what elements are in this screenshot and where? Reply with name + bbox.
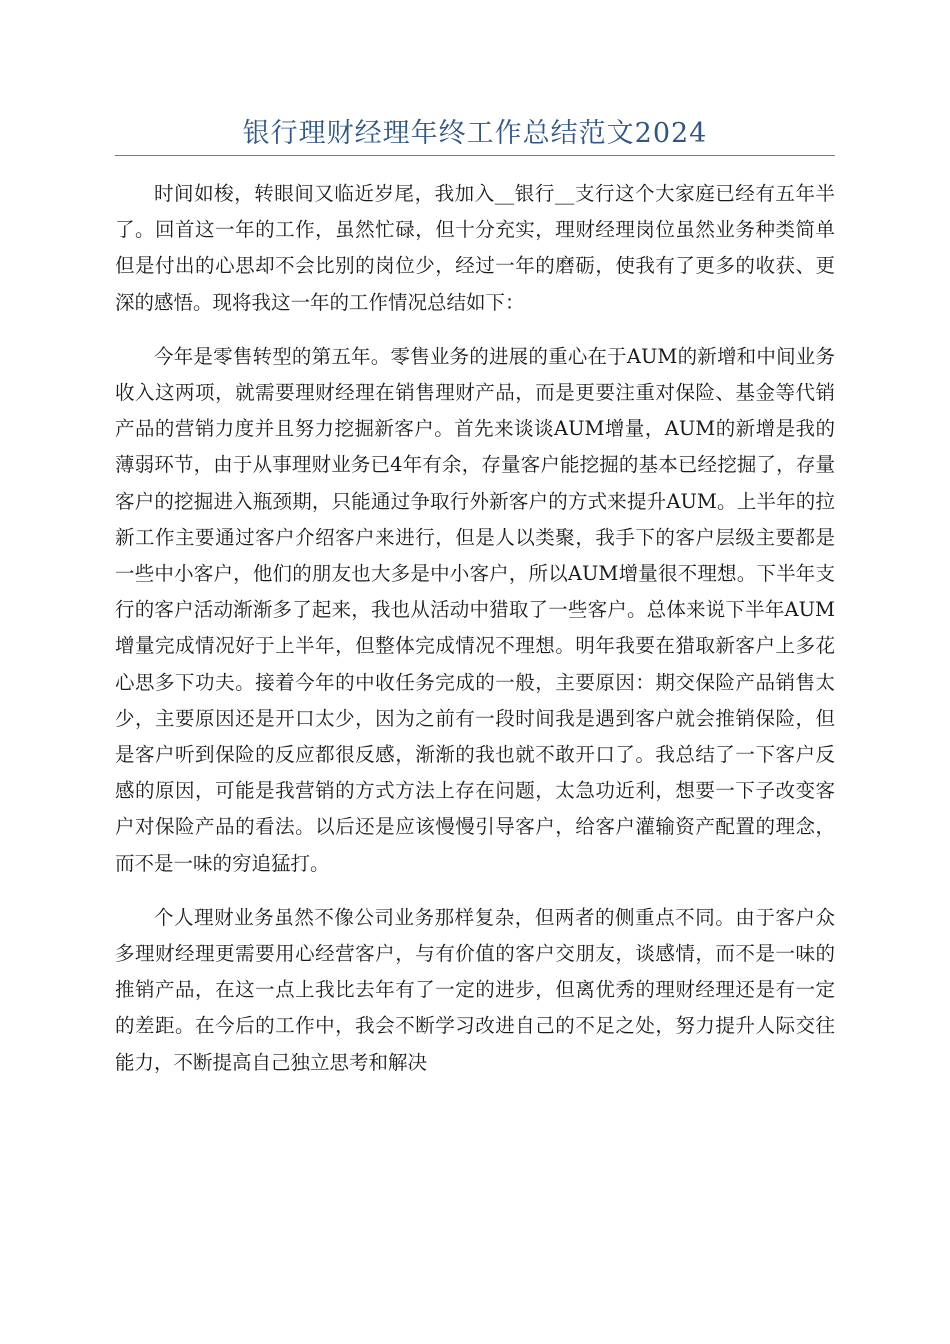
paragraph-intro: 时间如梭，转眼间又临近岁尾，我加入__银行__支行这个大家庭已经有五年半了。回首这一年的工作，虽然忙碌，但十分充实，理财经理岗位虽然业务种类简单但是付出的心思却不会比别的岗位少，经过一年的磨砺，使我有了更多的收获、更深的感悟。现将我这一年的工作情况总结如下： [115,182,835,314]
title-underline [115,155,835,156]
document-body [115,176,835,1099]
paragraph-retail-transformation: 今年是零售转型的第五年。零售业务的进展的重心在于AUM的新增和中间业务收入这两项，就需要理财经理在销售理财产品，而是更要注重对保险、基金等代销产品的营销力度并且努力挖掘新客户。首先来谈谈AUM增量，AUM的新增是我的薄弱环节，由于从事理财业务已4年有余，存量客户能挖掘的基本已经挖掘了，存量客户的挖掘进入瓶颈期，只能通过争取行外新客户的方式来提升AUM。上半年的拉新工作主要通过客户介绍客户来进行，但是人以类聚，我手下的客户层级主要都是一些中小客户，他们的朋友也大多是中小客户，所以AUM增量很不理想。下半年支行的客户活动渐渐多了起来，我也从活动中猎取了一些客户。总体来说下半年AUM增量完成情况好于上半年，但整体完成情况不理想。明年我要在猎取新客户上多花心思多下功夫。接着今年的中收任务完成的一般，主要原因：期交保险产品销售太少，主要原因还是开口太少，因为之前有一段时间我是遇到客户就会推销保险，但是客户听到保险的反应都很反感，渐渐的我也就不敢开口了。我总结了一下客户反感的原因，可能是我营销的方式方法上存在问题，太急功近利，想要一下子改变客户对保险产品的看法。以后还是应该慢慢引导客户，给客户灌输资产配置的理念，而不是一味的穷追猛打。 [115,344,835,875]
document-title: 银行理财经理年终工作总结范文2024 [242,118,708,149]
paragraph-personal-finance: 个人理财业务虽然不像公司业务那样复杂，但两者的侧重点不同。由于客户众多理财经理更需要用心经营客户，与有价值的客户交朋友，谈感情，而不是一味的推销产品，在这一点上我比去年有了一定的进步，但离优秀的理财经理还是有一定的差距。在今后的工作中，我会不断学习改进自己的不足之处，努力提升人际交往能力，不断提高自己独立思考和解决 [115,905,835,1074]
